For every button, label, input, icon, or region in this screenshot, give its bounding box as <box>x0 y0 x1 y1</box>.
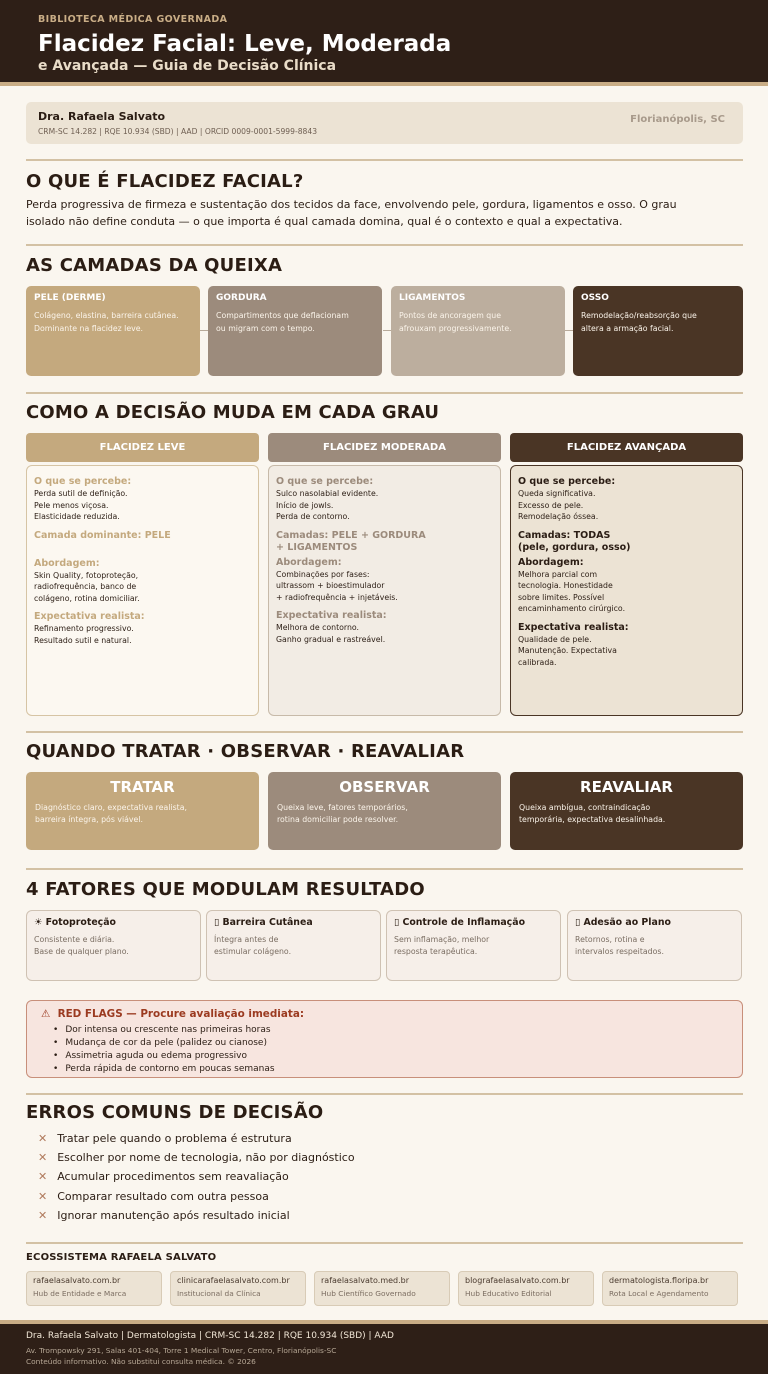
layer-card-skin <box>26 286 200 376</box>
placeholder-glyph-icon: ▯ <box>575 917 581 928</box>
author-name: Dra. Rafaela Salvato <box>38 110 166 123</box>
errors-heading: ERROS COMUNS DE DECISÃO <box>26 1102 324 1123</box>
cross-icon: ✕ <box>38 1170 48 1184</box>
grade-label: Abordagem: <box>34 557 100 569</box>
grade-label: Expectativa realista: <box>276 610 387 621</box>
placeholder-glyph-icon: ▯ <box>394 917 400 928</box>
layer-title: GORDURA <box>216 293 267 303</box>
grade-label: O que se percebe: <box>276 476 374 487</box>
cross-icon: ✕ <box>38 1189 48 1203</box>
grade-header-advanced: FLACIDEZ AVANÇADA <box>510 433 743 462</box>
grade-label: Camadas: TODAS (pele, gordura, osso) <box>518 529 631 553</box>
ecosystem-url[interactable]: clinicarafaelasalvato.com.br <box>177 1276 290 1285</box>
grade-text: Combinações por fases: ultrassom + bioestimulador + radiofrequência + injetáveis. <box>276 569 398 602</box>
layer-line: Dominante na flacidez leve. <box>34 324 144 333</box>
section-divider <box>26 244 743 246</box>
page-subtitle: e Avançada — Guia de Decisão Clínica <box>38 58 337 74</box>
error-item <box>38 1148 355 1167</box>
ecosystem-url[interactable]: blografaelasalvato.com.br <box>465 1276 570 1285</box>
layer-line: Colágeno, elastina, barreira cutânea. <box>34 311 179 320</box>
layer-description <box>581 309 735 335</box>
grade-label: Expectativa realista: <box>34 611 145 622</box>
factor-card-photoprotection <box>26 910 201 981</box>
section-divider <box>26 392 743 394</box>
action-card-observe <box>268 772 501 850</box>
factor-title <box>34 917 193 928</box>
author-credentials: CRM-SC 14.282 | RQE 10.934 (SBD) | AAD | ORCID 0009-0001-5999-8843 <box>38 127 318 136</box>
red-flag-item: • Dor intensa ou crescente nas primeiras horas <box>53 1024 728 1037</box>
errors-list <box>38 1129 355 1225</box>
grade-text: Refinamento progressivo. Resultado sutil e natural. <box>34 624 134 645</box>
layer-description <box>216 309 374 335</box>
error-text: Ignorar manutenção após resultado inicial <box>57 1208 290 1222</box>
red-flags-list <box>41 1024 728 1076</box>
factor-description: Sem inflamação, melhor resposta terapêutica. <box>394 935 490 956</box>
page-footer <box>0 1320 768 1374</box>
factor-title <box>394 917 553 928</box>
grade-text: Perda sutil de definição. Pele menos viçosa. Elasticidade reduzida. <box>34 489 128 521</box>
layers-heading: AS CAMADAS DA QUEIXA <box>26 255 283 276</box>
placeholder-glyph-icon: ▯ <box>214 917 220 928</box>
grade-label: Camadas: PELE + GORDURA + LIGAMENTOS <box>276 529 426 553</box>
grade-text: Skin Quality, fotoproteção, radiofrequência, banco de colágeno, rotina domiciliar. <box>34 570 140 603</box>
ecosystem-link-card[interactable] <box>170 1271 306 1306</box>
ecosystem-heading: ECOSSISTEMA RAFAELA SALVATO <box>26 1252 217 1263</box>
layer-line: ou migram com o tempo. <box>216 324 315 333</box>
footer-address: Av. Trompowsky 291, Salas 401-404, Torre 1 Medical Tower, Centro, Florianópolis-SC <box>26 1346 337 1355</box>
factor-title-text: Barreira Cutânea <box>222 917 313 928</box>
factor-title <box>214 917 373 928</box>
what-is-text <box>26 196 746 230</box>
footer-credentials: Dra. Rafaela Salvato | Dermatologista | CRM-SC 14.282 | RQE 10.934 (SBD) | AAD <box>26 1331 394 1341</box>
layer-title: PELE (DERME) <box>34 293 106 303</box>
layer-description <box>34 309 192 335</box>
grade-text: Queda significativa. Excesso de pele. Remodelação óssea. <box>518 489 599 521</box>
action-description: Queixa leve, fatores temporários, rotina domiciliar pode resolver. <box>277 803 408 824</box>
layers-row <box>26 286 743 376</box>
layer-card-bone <box>573 286 743 376</box>
ecosystem-link-card[interactable] <box>458 1271 594 1306</box>
section-divider <box>26 1242 743 1244</box>
section-divider <box>26 731 743 733</box>
section-divider <box>26 868 743 870</box>
grade-label: Camada dominante: PELE <box>34 529 171 541</box>
grade-card-moderate <box>268 465 501 716</box>
error-text: Comparar resultado com outra pessoa <box>57 1189 269 1203</box>
section-divider <box>26 1093 743 1095</box>
layer-title: LIGAMENTOS <box>399 293 466 303</box>
factor-description: Retornos, rotina e intervalos respeitados. <box>575 935 664 956</box>
factor-title-text: Controle de Inflamação <box>402 917 526 928</box>
grade-header-mild: FLACIDEZ LEVE <box>26 433 259 462</box>
grade-text: Melhora de contorno. Ganho gradual e rastreável. <box>276 623 386 644</box>
ecosystem-label: Hub Educativo Editorial <box>465 1289 552 1298</box>
layer-card-ligaments <box>391 286 565 376</box>
factor-card-inflammation <box>386 910 561 981</box>
ecosystem-link-card[interactable] <box>26 1271 162 1306</box>
grade-text: Sulco nasolabial evidente. Início de jowls. Perda de contorno. <box>276 489 379 521</box>
layer-line: afrouxam progressivamente. <box>399 324 512 333</box>
factor-card-adherence <box>567 910 742 981</box>
layer-line: Pontos de ancoragem que <box>399 311 501 320</box>
grade-card-mild <box>26 465 259 716</box>
sun-icon: ☀ <box>34 917 43 928</box>
error-item <box>38 1129 355 1148</box>
what-is-line: isolado não define conduta — o que importa é qual camada domina, qual é o contexto e qual a expectativa. <box>26 215 623 228</box>
ecosystem-label: Hub de Entidade e Marca <box>33 1289 127 1298</box>
author-card <box>26 102 743 144</box>
grade-label: Expectativa realista: <box>518 621 629 633</box>
ecosystem-url[interactable]: rafaelasalvato.com.br <box>33 1276 121 1285</box>
factor-title-text: Fotoproteção <box>45 917 116 928</box>
red-flags-title <box>41 1008 728 1020</box>
error-text: Tratar pele quando o problema é estrutura <box>57 1132 292 1145</box>
factor-title <box>575 917 734 928</box>
grade-text: Qualidade de pele. Manutenção. Expectativa calibrada. <box>518 634 617 667</box>
what-is-heading: O QUE É FLACIDEZ FACIAL? <box>26 171 304 192</box>
layer-title: OSSO <box>581 293 609 303</box>
grade-label: O que se percebe: <box>34 476 132 487</box>
action-card-treat <box>26 772 259 850</box>
action-card-reassess <box>510 772 743 850</box>
footer-disclaimer: Conteúdo informativo. Não substitui consulta médica. © 2026 <box>26 1357 256 1366</box>
author-city: Florianópolis, SC <box>630 114 725 125</box>
cross-icon: ✕ <box>38 1151 48 1165</box>
ecosystem-label: Institucional da Clínica <box>177 1289 261 1298</box>
ecosystem-label: Hub Científico Governado <box>321 1289 416 1298</box>
red-flag-item: • Perda rápida de contorno em poucas semanas <box>53 1063 728 1076</box>
ecosystem-label: Rota Local e Agendamento <box>609 1289 709 1298</box>
cross-icon: ✕ <box>38 1132 48 1145</box>
page-header <box>0 0 768 86</box>
ecosystem-link-card[interactable] <box>314 1271 450 1306</box>
error-item <box>38 1206 355 1225</box>
factor-card-barrier <box>206 910 381 981</box>
layer-card-fat <box>208 286 382 376</box>
factor-title-text: Adesão ao Plano <box>583 917 671 928</box>
action-description: Diagnóstico claro, expectativa realista, barreira íntegra, pós viável. <box>35 803 187 824</box>
grades-heading: COMO A DECISÃO MUDA EM CADA GRAU <box>26 402 440 423</box>
ecosystem-url[interactable]: rafaelasalvato.med.br <box>321 1276 410 1285</box>
red-flag-item: • Assimetria aguda ou edema progressivo <box>53 1050 728 1063</box>
grade-label: O que se percebe: <box>518 476 616 487</box>
section-divider <box>26 159 743 161</box>
header-kicker: BIBLIOTECA MÉDICA GOVERNADA <box>38 14 228 25</box>
factor-description: Consistente e diária. Base de qualquer plano. <box>34 935 129 956</box>
action-description: Queixa ambígua, contraindicação temporária, expectativa desalinhada. <box>519 803 666 824</box>
action-title: REAVALIAR <box>580 778 673 796</box>
action-title: OBSERVAR <box>339 778 430 796</box>
error-item <box>38 1187 355 1206</box>
factor-description: Íntegra antes de estimular colágeno. <box>214 935 292 956</box>
warning-icon: ⚠ <box>41 1008 51 1020</box>
action-title: TRATAR <box>110 778 175 796</box>
ecosystem-link-card[interactable] <box>602 1271 738 1306</box>
grade-card-advanced <box>510 465 743 716</box>
ecosystem-url[interactable]: dermatologista.floripa.br <box>609 1276 709 1285</box>
actions-heading: QUANDO TRATAR · OBSERVAR · REAVALIAR <box>26 741 465 762</box>
layer-line: Compartimentos que deflacionam <box>216 311 349 320</box>
what-is-line: Perda progressiva de firmeza e sustentação dos tecidos da face, envolvendo pele, gordura, ligamentos e osso. O grau <box>26 198 677 211</box>
red-flags-box <box>26 1000 743 1078</box>
cross-icon: ✕ <box>38 1208 48 1222</box>
page-title: Flacidez Facial: Leve, Moderada <box>38 31 452 57</box>
factors-heading: 4 FATORES QUE MODULAM RESULTADO <box>26 879 425 900</box>
grade-label: Abordagem: <box>276 556 342 568</box>
grade-text: Melhora parcial com tecnologia. Honestidade sobre limites. Possível encaminhamento cirúrgico. <box>518 569 626 613</box>
grade-header-moderate: FLACIDEZ MODERADA <box>268 433 501 462</box>
layer-description <box>399 309 557 335</box>
red-flags-title-text: RED FLAGS — Procure avaliação imediata: <box>57 1008 304 1020</box>
layer-line: altera a armação facial. <box>581 324 674 333</box>
error-text: Escolher por nome de tecnologia, não por diagnóstico <box>57 1151 355 1165</box>
grade-label: Abordagem: <box>518 556 584 568</box>
error-text: Acumular procedimentos sem reavaliação <box>57 1170 289 1184</box>
error-item <box>38 1167 355 1186</box>
red-flag-item: • Mudança de cor da pele (palidez ou cianose) <box>53 1037 728 1050</box>
layer-line: Remodelação/reabsorção que <box>581 311 697 320</box>
